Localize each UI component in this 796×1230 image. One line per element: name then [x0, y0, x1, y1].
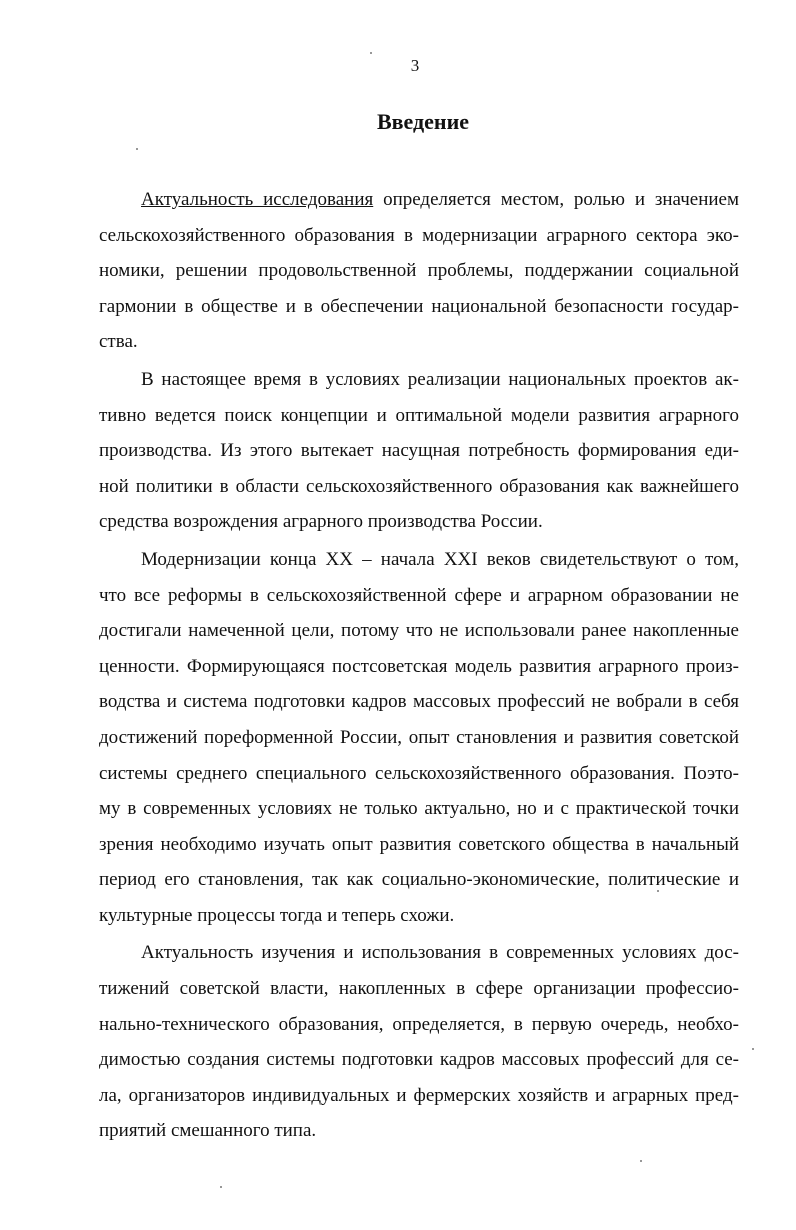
page-title: Введение	[376, 109, 470, 134]
paragraph-1-line-4: гармонии в обществе и в обеспечении национальной безопасности государ-	[99, 295, 739, 317]
scan-speck	[640, 1160, 642, 1162]
paragraph-4-line-2: тижений советской власти, накопленных в сфере организации профессио-	[99, 978, 739, 1000]
paragraph-3-line-6: достижений пореформенной России, опыт становления и развития советской	[99, 726, 739, 748]
paragraph-3-line-2: что все реформы в сельскохозяйственной сфере и аграрном образовании не	[99, 584, 739, 606]
underlined-term: Актуальность исследования	[141, 189, 374, 210]
scan-speck	[657, 890, 659, 892]
paragraph-1-line-1	[99, 182, 739, 218]
scan-speck	[136, 148, 138, 150]
paragraph-4-line-5: ла, организаторов индивидуальных и фермерских хозяйств и аграрных пред-	[99, 1084, 739, 1106]
paragraph-3-line-9: зрения необходимо изучать опыт развития советского общества в начальный	[99, 833, 739, 855]
paragraph-3-line-7: системы среднего специального сельскохозяйственного образования. Поэто-	[99, 762, 739, 784]
paragraph-3-line-3: достигали намеченной цели, потому что не использовали ранее накопленные	[99, 620, 739, 642]
paragraph-3-line-4: ценности. Формирующаяся постсоветская модель развития аграрного произ-	[99, 655, 739, 677]
paragraph-4-line-1: Актуальность изучения и использования в современных условиях дос-	[141, 942, 739, 964]
document-body	[99, 182, 739, 1149]
paragraph-2-line-4: ной политики в области сельскохозяйственного образования как важнейшего	[99, 475, 739, 497]
paragraph-1-line-2: сельскохозяйственного образования в модернизации аграрного сектора эко-	[99, 224, 739, 246]
paragraph-2-line-2: тивно ведется поиск концепции и оптимальной модели развития аграрного	[99, 404, 739, 426]
page-number: 3	[410, 56, 420, 75]
scan-speck	[370, 52, 372, 54]
paragraph-1-line-5: ства.	[99, 331, 138, 353]
paragraph-3-line-11: культурные процессы тогда и теперь схожи.	[99, 904, 455, 926]
paragraph-4-line-3: нально-технического образования, определяется, в первую очередь, необхо-	[99, 1013, 739, 1035]
paragraph-2-line-1: В настоящее время в условиях реализации национальных проектов ак-	[141, 368, 739, 390]
paragraph-2-line-5: средства возрождения аграрного производства России.	[99, 511, 543, 533]
paragraph-4-line-4: димостью создания системы подготовки кадров массовых профессий для се-	[99, 1049, 739, 1071]
paragraph-3-line-1: Модернизации конца XX – начала XXI веков свидетельствуют о том,	[141, 548, 739, 570]
paragraph-4-line-6: приятий смешанного типа.	[99, 1120, 317, 1142]
paragraph-2-line-3: производства. Из этого вытекает насущная потребность формирования еди-	[99, 440, 739, 462]
paragraph-3-line-8: му в современных условиях не только актуально, но и с практической точки	[99, 798, 739, 820]
scan-speck	[752, 1048, 754, 1050]
scan-speck	[220, 1186, 222, 1188]
paragraph-3-line-5: водства и система подготовки кадров массовых профессий не вобрали в себя	[99, 691, 739, 713]
paragraph-1-line-3: номики, решении продовольственной проблемы, поддержании социальной	[99, 260, 739, 282]
paragraph-3-line-10: период его становления, так как социально-экономические, политические и	[99, 869, 739, 891]
line-text: определяется местом, ролью и значением	[373, 189, 739, 210]
